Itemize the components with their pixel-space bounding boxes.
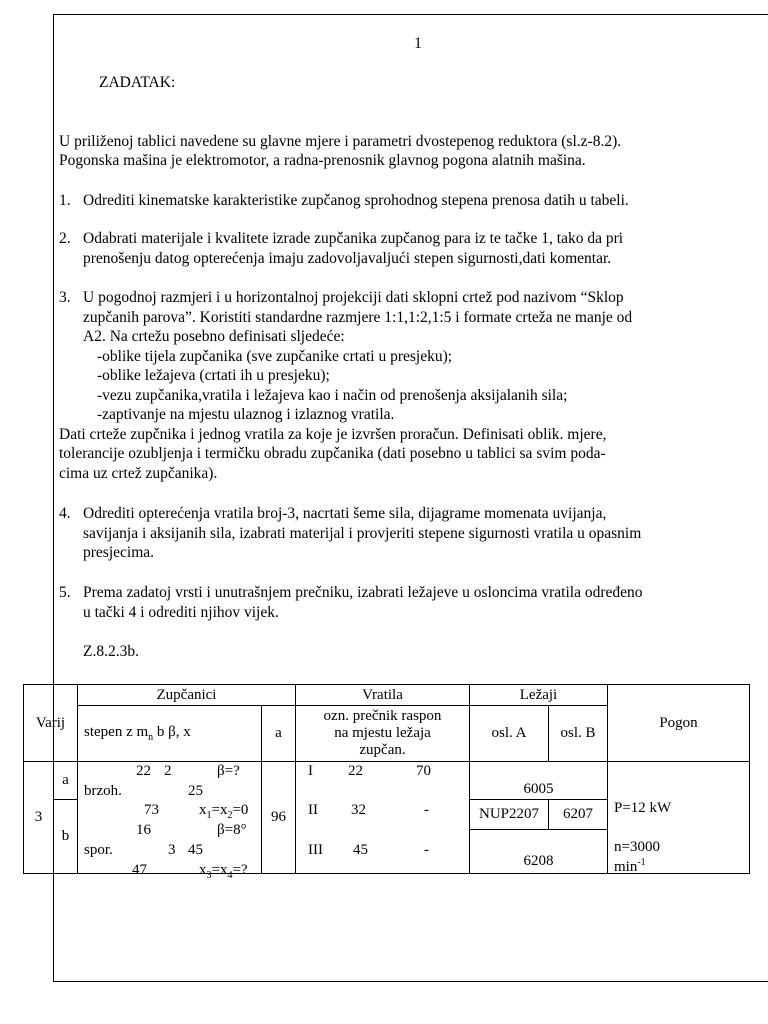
speed-unit bbox=[614, 857, 646, 876]
x12-suffix: =0 bbox=[232, 802, 249, 818]
power-value: P=12 kW bbox=[614, 800, 672, 816]
bearing-6005: 6005 bbox=[470, 762, 608, 800]
header-b-beta-x: b β, x bbox=[153, 724, 191, 740]
beta1-value: β=? bbox=[217, 763, 240, 779]
x12-value bbox=[199, 802, 248, 821]
task-line: savijanja i aksijanih sila, izabrati materijal i provjeriti stepene sigurnosti vratila u opasnim bbox=[83, 524, 642, 542]
x34-prefix: x bbox=[199, 862, 207, 878]
beta2-value: β=8° bbox=[217, 822, 247, 838]
bearing-nup2207: NUP2207 bbox=[470, 800, 549, 830]
gears-cell bbox=[78, 762, 262, 881]
page-number: 1 bbox=[414, 35, 422, 52]
shaft-I: I bbox=[308, 763, 313, 779]
task-code: Z.8.2.3b. bbox=[83, 643, 139, 660]
x34-mid: =x bbox=[211, 862, 228, 878]
task-line: Odrediti kinematske karakteristike zupčanog sprohodnog stepena prenosa datih u tabeli. bbox=[83, 192, 629, 209]
spor-label: spor. bbox=[84, 842, 113, 858]
task-line: Odrediti opterećenja vratila broj-3, nacrtati šeme sila, dijagrame momenata uvijanja, bbox=[83, 505, 607, 522]
header-zupcanici: Zupčanici bbox=[78, 685, 296, 706]
task-number: 4. bbox=[59, 505, 71, 522]
parameters-table bbox=[23, 684, 750, 881]
row-a-label: a bbox=[54, 762, 78, 800]
task-heading: ZADATAK: bbox=[99, 74, 176, 91]
bearing-6208: 6208 bbox=[470, 830, 608, 874]
task-sub-item: -oblike ležajeva (crtati ih u presjeku); bbox=[97, 367, 330, 384]
header-ozn: ozn. prečnik raspon bbox=[323, 708, 442, 724]
shafts-cell bbox=[296, 762, 470, 874]
header-osl-a: osl. A bbox=[470, 706, 549, 762]
task-number: 5. bbox=[59, 584, 71, 601]
intro-line-2: Pogonska mašina je elektromotor, a radna-prenosnik glavnog pogona alatnih mašina. bbox=[59, 152, 586, 169]
header-stepen bbox=[78, 706, 262, 762]
b1-value: 25 bbox=[188, 783, 203, 799]
task-line: presjecima. bbox=[83, 544, 155, 561]
z3-value: 16 bbox=[136, 822, 151, 838]
x12-prefix: x bbox=[199, 802, 207, 818]
shaft-II-diameter: 32 bbox=[351, 802, 366, 818]
task-line: Prema zadatoj vrsti i unutrašnjem prečniku, izabrati ležajeve u osloncima vratila određeno bbox=[83, 584, 643, 601]
task-note-line: cima uz crtež zupčanika). bbox=[59, 464, 218, 482]
x12-mid: =x bbox=[211, 802, 228, 818]
variant-number: 3 bbox=[24, 762, 54, 874]
task-line: A2. Na crtežu posebno definisati sljedeće: bbox=[83, 328, 345, 345]
b2-value: 45 bbox=[188, 842, 203, 858]
header-vratila: Vratila bbox=[296, 685, 470, 706]
speed-unit-exponent: -1 bbox=[637, 857, 646, 868]
task-note-line: Dati crteže zupčnika i jednog vratila za koje je izvršen proračun. Definisati oblik. mjere, bbox=[59, 425, 607, 443]
task-line: U pogodnoj razmjeri i u horizontalnoj projekciji dati sklopni crtež pod nazivom “Sklop bbox=[83, 289, 624, 306]
header-shaft bbox=[296, 706, 470, 762]
shaft-I-span: 70 bbox=[416, 763, 431, 779]
drive-cell bbox=[608, 762, 750, 874]
x34-suffix: =? bbox=[232, 862, 248, 878]
header-m-subscript: n bbox=[148, 732, 154, 743]
z1-value: 22 bbox=[136, 763, 151, 779]
z2-value: 73 bbox=[144, 802, 159, 818]
center-distance: 96 bbox=[262, 762, 296, 874]
header-varij: Varij bbox=[24, 685, 78, 762]
task-note-line: tolerancije ozubljenja i termičku obradu zupčanika (dati posebno u tablici sa svim poda- bbox=[59, 445, 606, 462]
z4-value: 47 bbox=[132, 862, 147, 878]
task-sub-item: -vezu zupčanika,vratila i ležajeva kao i način od prenošenja aksijalanih sila; bbox=[97, 386, 568, 404]
header-zupcan: zupčan. bbox=[359, 742, 406, 758]
task-line: Odabrati materijale i kvalitete izrade zupčanika zupčanog para iz te tačke 1, tako da pri bbox=[83, 230, 624, 247]
task-number: 2. bbox=[59, 230, 71, 247]
task-sub-item: -zaptivanje na mjestu ulaznog i izlaznog vratila. bbox=[97, 406, 395, 423]
shaft-III-span: - bbox=[424, 842, 429, 858]
header-lezaji: Ležaji bbox=[470, 685, 608, 706]
x34-sub1: 3 bbox=[206, 870, 212, 881]
speed-unit-base: min bbox=[614, 859, 638, 875]
header-na-mjestu: na mjestu ležaja bbox=[334, 725, 431, 741]
row-b-label: b bbox=[54, 800, 78, 874]
header-osl-b: osl. B bbox=[549, 706, 608, 762]
header-a: a bbox=[262, 706, 296, 762]
task-line: zupčanih parova”. Koristiti standardne razmjere 1:1,1:2,1:5 i formate crteža ne manje od bbox=[83, 308, 633, 326]
task-line: u tački 4 i odrediti njihov vijek. bbox=[83, 603, 279, 621]
shaft-II: II bbox=[308, 802, 318, 818]
header-pogon: Pogon bbox=[608, 685, 750, 762]
m1-value: 2 bbox=[164, 763, 172, 779]
shaft-II-span: - bbox=[424, 802, 429, 818]
task-number: 3. bbox=[59, 289, 71, 306]
x12-sub2: 2 bbox=[227, 810, 233, 821]
shaft-III: III bbox=[308, 842, 323, 858]
x12-sub1: 1 bbox=[206, 810, 212, 821]
m2-value: 3 bbox=[168, 842, 176, 858]
bearing-6207: 6207 bbox=[549, 800, 608, 830]
header-stepen-label: stepen z m bbox=[84, 724, 149, 740]
intro-line-1: U priliženoj tablici navedene su glavne mjere i parametri dvostepenog reduktora (sl.z-8.2). bbox=[59, 133, 622, 150]
x34-sub2: 4 bbox=[227, 870, 233, 881]
speed-value: n=3000 bbox=[614, 839, 660, 855]
task-line: prenošenju datog opterećenja imaju zadovoljavaljući stepen sigurnosti,dati komentar. bbox=[83, 249, 612, 267]
task-sub-item: -oblike tijela zupčanika (sve zupčanike crtati u presjeku); bbox=[97, 347, 453, 365]
shaft-I-diameter: 22 bbox=[348, 763, 363, 779]
task-number: 1. bbox=[59, 192, 71, 209]
x34-value bbox=[199, 862, 248, 881]
shaft-III-diameter: 45 bbox=[353, 842, 368, 858]
brzoh-label: brzoh. bbox=[84, 783, 122, 799]
